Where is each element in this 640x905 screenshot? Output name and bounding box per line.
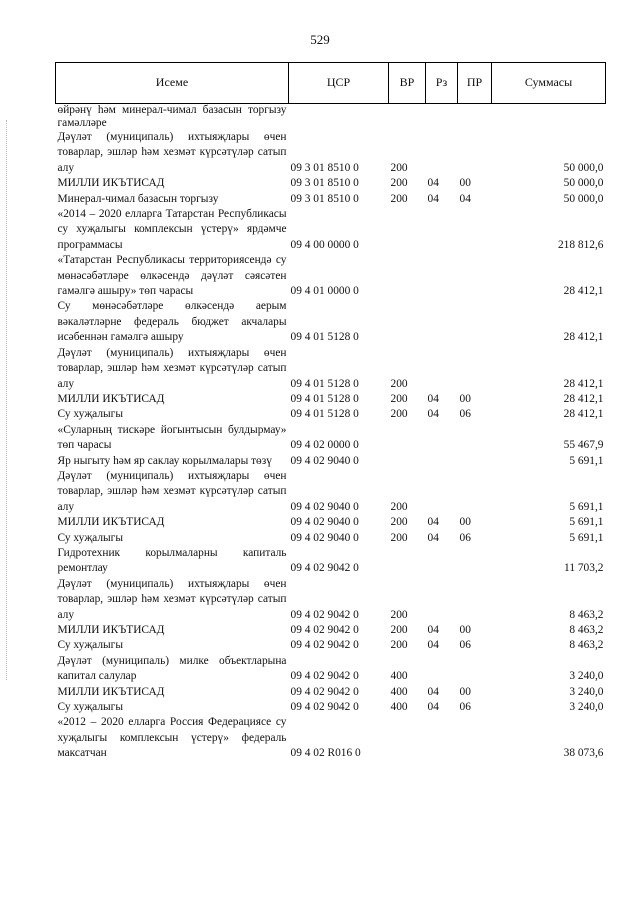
cell-vr: 400 <box>390 701 408 714</box>
cell-rz: 04 <box>427 624 439 636</box>
page-number: 529 <box>310 32 330 47</box>
cell-csr: 09 4 01 5128 0 <box>290 392 359 405</box>
table-row <box>56 685 606 700</box>
cell-sum: 3 240,0 <box>569 701 604 714</box>
cell-name: Су хуҗалыгы <box>57 701 124 714</box>
cell-pr: 06 <box>459 701 471 714</box>
cell-vr: 200 <box>390 392 408 405</box>
cell-pr <box>458 423 492 454</box>
cell-pr: 00 <box>459 516 471 529</box>
cell-sum <box>492 104 606 131</box>
cell-vr <box>389 253 426 299</box>
cell-rz <box>426 104 458 131</box>
cell-vr <box>389 299 426 345</box>
cell-pr: 04 <box>459 192 471 205</box>
cell-rz: 04 <box>427 516 439 529</box>
cell-rz <box>426 715 458 761</box>
cell-sum: 5 691,1 <box>569 516 604 529</box>
cell-sum: 50 000,0 <box>563 192 604 205</box>
cell-csr: 09 4 00 0000 0 <box>290 238 359 251</box>
cell-sum: 8 463,2 <box>569 624 604 636</box>
cell-name: Су хуҗалыгы <box>57 408 124 421</box>
cell-sum: 50 000,0 <box>563 161 604 174</box>
cell-csr: 09 4 01 0000 0 <box>290 285 359 298</box>
cell-csr: 09 3 01 8510 0 <box>290 192 359 205</box>
table-row <box>56 531 606 546</box>
cell-sum: 28 412,1 <box>563 331 604 344</box>
cell-name: «Суларның тискәре йогынтысын булдырмау» төп чарасы <box>57 423 287 452</box>
table-row <box>56 623 606 638</box>
cell-name: Гидротехник корылмаларны капиталь ремонтлау <box>57 546 287 575</box>
table-row <box>56 392 606 407</box>
cell-vr: 200 <box>390 608 408 621</box>
cell-name: Су хуҗалыгы <box>57 531 124 544</box>
cell-rz <box>426 423 458 454</box>
cell-sum: 5 691,1 <box>569 500 604 513</box>
cell-pr: 00 <box>459 392 471 405</box>
cell-vr <box>389 423 426 454</box>
cell-vr <box>389 715 426 761</box>
cell-sum: 5 691,1 <box>569 454 604 467</box>
cell-pr <box>458 715 492 761</box>
cell-sum: 50 000,0 <box>563 177 604 190</box>
cell-vr <box>389 207 426 253</box>
cell-pr: 00 <box>459 685 471 698</box>
cell-rz <box>426 577 458 623</box>
table-row <box>56 715 606 761</box>
cell-rz <box>426 299 458 345</box>
cell-name: Дәүләт (муниципаль) ихтыяҗлары өчен товарлар, эшләр һәм хезмәт күрсәтүләр сатып алу <box>57 131 287 174</box>
cell-pr: 00 <box>459 624 471 636</box>
cell-name: МИЛЛИ ИКЪТИСАД <box>57 392 165 405</box>
cell-name: «2014 – 2020 елларга Татарстан Республикасы су хуҗалыгы комплексын үстерү» ярдәмче программасы <box>57 208 287 251</box>
header-name: Исеме <box>56 63 289 104</box>
cell-vr: 400 <box>390 670 408 683</box>
header-pr: ПР <box>458 63 492 104</box>
table-row <box>56 423 606 454</box>
table-row <box>56 515 606 530</box>
cell-vr: 200 <box>390 500 408 513</box>
cell-csr: 09 4 01 5128 0 <box>290 408 359 421</box>
cell-name: «Татарстан Республикасы территориясендә су мөнәсәбәтләре өлкәсендә дәүләт сәясәтен гамәлгә ашыру» төп чарасы <box>57 254 287 298</box>
cell-name: Дәүләт (муниципаль) ихтыяҗлары өчен товарлар, эшләр һәм хезмәт күрсәтүләр сатып алу <box>57 346 287 390</box>
cell-vr: 200 <box>390 377 408 390</box>
cell-csr: 09 3 01 8510 0 <box>290 161 359 174</box>
cell-name: өйрәнү һәм минерал-чимал базасын торгызу гамәлләре <box>57 104 287 129</box>
table-row <box>56 654 606 685</box>
cell-rz <box>426 454 458 469</box>
header-vr: ВР <box>389 63 426 104</box>
cell-pr <box>458 104 492 131</box>
cell-csr: 09 4 02 0000 0 <box>290 439 359 452</box>
table-row <box>56 192 606 207</box>
cell-csr: 09 4 01 5128 0 <box>290 377 359 390</box>
cell-rz: 04 <box>427 408 439 421</box>
cell-name: МИЛЛИ ИКЪТИСАД <box>57 624 165 636</box>
cell-pr <box>458 299 492 345</box>
table-row <box>56 253 606 299</box>
cell-sum: 8 463,2 <box>569 608 604 621</box>
cell-vr: 200 <box>390 531 408 544</box>
cell-csr: 09 4 02 9042 0 <box>290 670 359 683</box>
table-row <box>56 469 606 515</box>
cell-name: Яр ныгыту һәм яр саклау корылмалары төзү <box>57 454 272 467</box>
table-row <box>56 700 606 715</box>
cell-vr: 200 <box>390 639 408 652</box>
cell-rz: 04 <box>427 392 439 405</box>
table-body <box>56 104 606 762</box>
cell-vr: 200 <box>390 161 408 174</box>
cell-pr: 00 <box>459 177 471 190</box>
cell-pr <box>458 207 492 253</box>
cell-sum: 11 703,2 <box>564 562 604 575</box>
cell-csr: 09 4 01 5128 0 <box>290 331 359 344</box>
cell-sum: 3 240,0 <box>569 670 604 683</box>
cell-name: Су хуҗалыгы <box>57 639 124 652</box>
cell-pr <box>458 654 492 685</box>
cell-pr <box>458 253 492 299</box>
cell-csr: 09 4 02 9042 0 <box>290 639 359 652</box>
cell-vr <box>389 454 426 469</box>
table-row <box>56 130 606 176</box>
cell-pr <box>458 469 492 515</box>
table-row <box>56 346 606 392</box>
cell-csr: 09 4 02 9040 0 <box>290 500 359 513</box>
table-row <box>56 207 606 253</box>
cell-csr: 09 4 02 9042 0 <box>290 624 359 636</box>
cell-name: МИЛЛИ ИКЪТИСАД <box>57 177 165 190</box>
cell-sum: 28 412,1 <box>563 408 604 421</box>
table-header-row <box>56 63 606 104</box>
cell-sum: 55 467,9 <box>563 439 604 452</box>
table-row <box>56 407 606 422</box>
margin-dotted-line <box>6 120 9 680</box>
cell-name: Минерал-чимал базасын торгызу <box>57 192 219 205</box>
cell-vr: 200 <box>390 624 408 636</box>
cell-pr: 06 <box>459 531 471 544</box>
cell-rz: 04 <box>427 701 439 714</box>
table-row <box>56 176 606 191</box>
cell-csr: 09 4 02 9042 0 <box>290 608 359 621</box>
cell-csr: 09 4 02 R016 0 <box>290 747 361 760</box>
cell-pr: 06 <box>459 408 471 421</box>
cell-name: Дәүләт (муниципаль) ихтыяҗлары өчен товарлар, эшләр һәм хезмәт күрсәтүләр сатып алу <box>57 577 287 621</box>
cell-pr <box>458 577 492 623</box>
table-row <box>56 638 606 653</box>
budget-table <box>55 62 606 762</box>
cell-rz <box>426 207 458 253</box>
cell-sum: 3 240,0 <box>569 685 604 698</box>
cell-vr: 400 <box>390 685 408 698</box>
cell-csr: 09 4 02 9042 0 <box>290 685 359 698</box>
cell-csr: 09 4 02 9040 0 <box>290 516 359 529</box>
cell-name: МИЛЛИ ИКЪТИСАД <box>57 685 165 698</box>
table-row <box>56 546 606 577</box>
cell-sum: 5 691,1 <box>569 531 604 544</box>
cell-csr: 09 4 02 9040 0 <box>290 454 359 467</box>
cell-vr: 200 <box>390 408 408 421</box>
cell-vr <box>389 104 426 131</box>
cell-rz <box>426 130 458 176</box>
header-csr: ЦСР <box>289 63 389 104</box>
table-row <box>56 577 606 623</box>
cell-name: МИЛЛИ ИКЪТИСАД <box>57 516 165 529</box>
cell-rz: 04 <box>427 531 439 544</box>
cell-vr: 200 <box>390 177 408 190</box>
cell-sum: 28 412,1 <box>563 285 604 298</box>
cell-pr: 06 <box>459 639 471 652</box>
cell-csr: 09 4 02 9040 0 <box>290 531 359 544</box>
cell-rz <box>426 346 458 392</box>
cell-pr <box>458 130 492 176</box>
cell-name: Дәүләт (муниципаль) ихтыяҗлары өчен товарлар, эшләр һәм хезмәт күрсәтүләр сатып алу <box>57 469 287 513</box>
cell-csr: 09 4 02 9042 0 <box>290 562 359 575</box>
cell-sum: 218 812,6 <box>557 238 604 251</box>
cell-name: «2012 – 2020 елларга Россия Федерациясе су хуҗалыгы комплексын үстерү» федераль максатчан <box>57 716 287 760</box>
cell-vr: 200 <box>390 516 408 529</box>
cell-rz: 04 <box>427 685 439 698</box>
cell-rz: 04 <box>427 177 439 190</box>
cell-rz <box>426 253 458 299</box>
cell-name: Дәүләт (муниципаль) милке объектларына капитал салулар <box>57 654 287 683</box>
cell-rz <box>426 469 458 515</box>
table-row <box>56 299 606 345</box>
table-row <box>56 104 606 131</box>
cell-rz <box>426 654 458 685</box>
cell-pr <box>458 454 492 469</box>
cell-sum: 28 412,1 <box>563 392 604 405</box>
cell-csr <box>289 104 389 131</box>
cell-vr <box>389 546 426 577</box>
cell-name: Су мөнәсәбәтләре өлкәсендә аерым вәкаләтләрне федераль бюджет акчалары исәбеннән гамәлгә ашыру <box>57 300 287 344</box>
cell-csr: 09 3 01 8510 0 <box>290 177 359 190</box>
cell-rz: 04 <box>427 192 439 205</box>
cell-csr: 09 4 02 9042 0 <box>290 701 359 714</box>
cell-vr: 200 <box>390 192 408 205</box>
cell-pr <box>458 546 492 577</box>
cell-sum: 28 412,1 <box>563 377 604 390</box>
table-row <box>56 454 606 469</box>
cell-rz <box>426 546 458 577</box>
cell-sum: 38 073,6 <box>563 747 604 760</box>
cell-pr <box>458 346 492 392</box>
cell-sum: 8 463,2 <box>569 639 604 652</box>
header-sum: Суммасы <box>492 63 606 104</box>
header-rz: Рз <box>426 63 458 104</box>
cell-rz: 04 <box>427 639 439 652</box>
